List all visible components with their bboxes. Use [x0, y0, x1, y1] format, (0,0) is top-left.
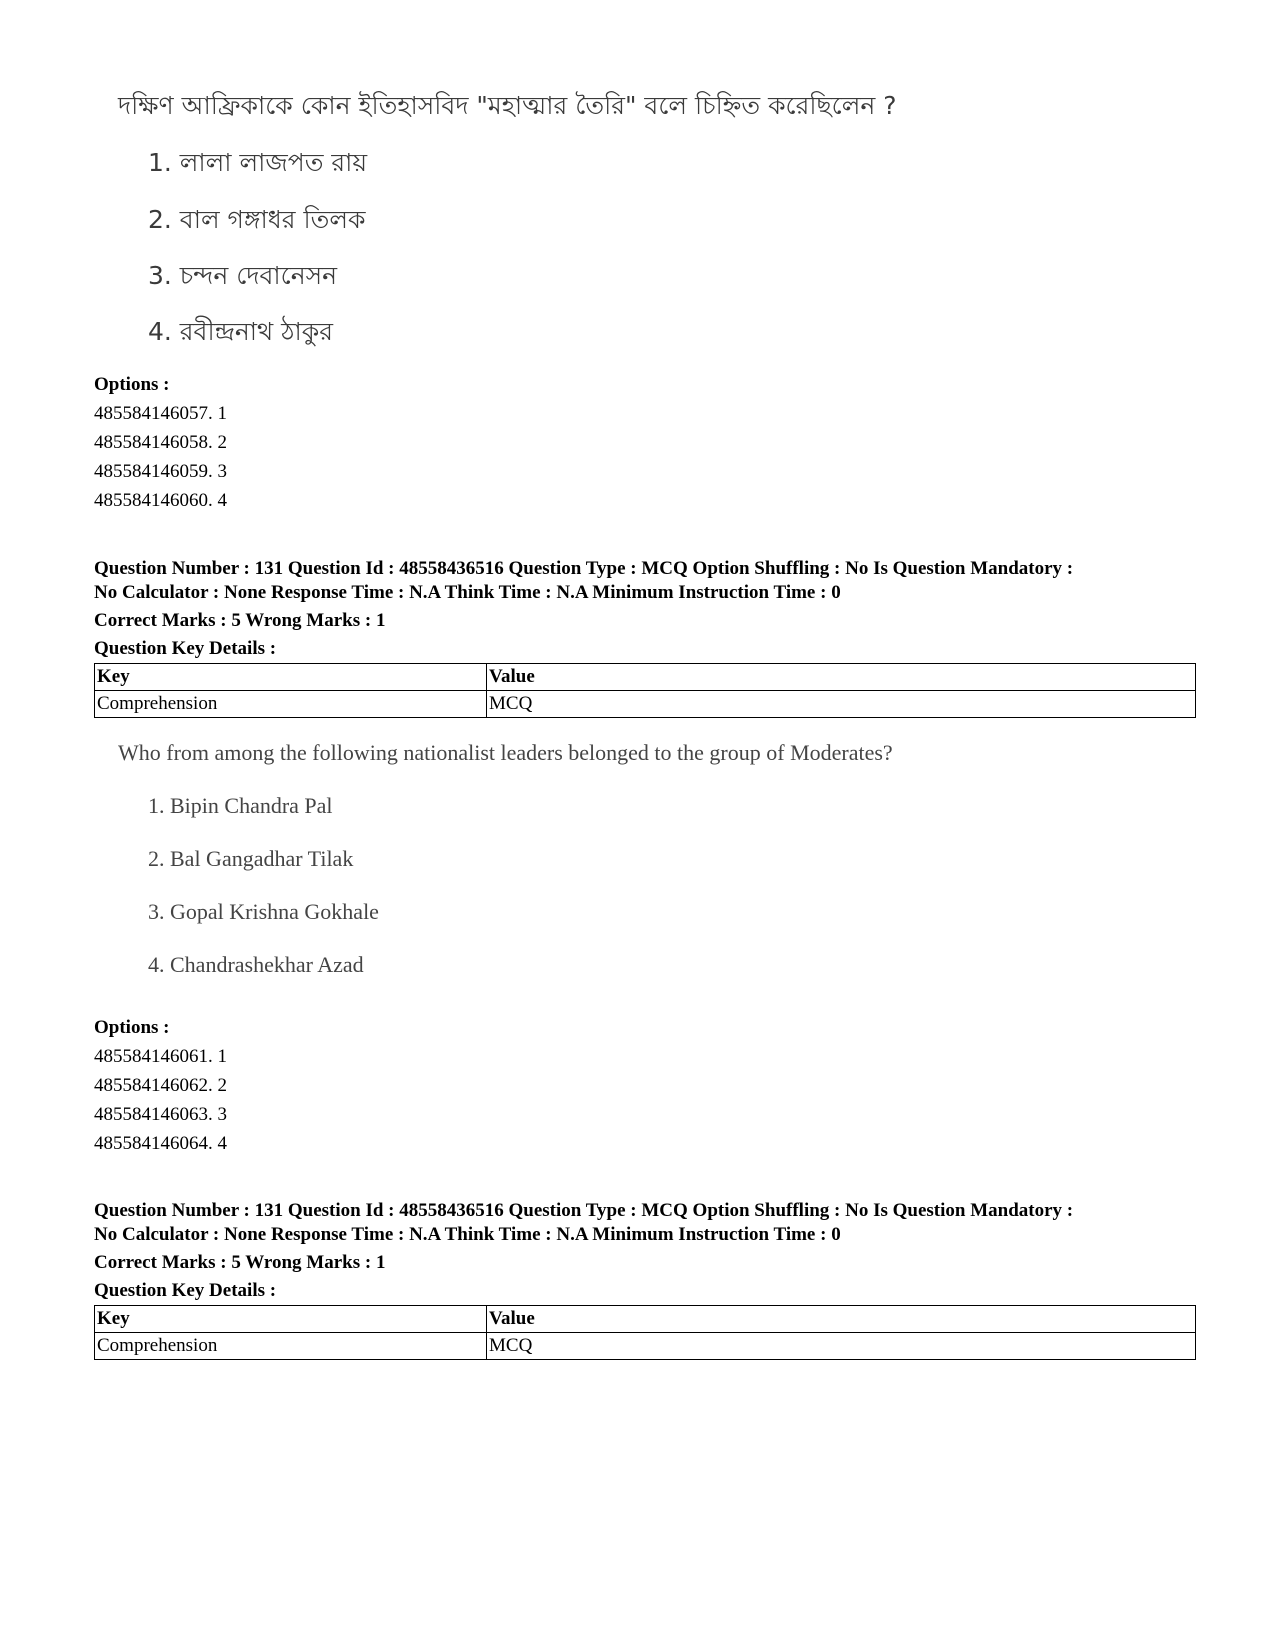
choice-4: 4. Chandrashekhar Azad [148, 952, 364, 977]
choice-2: 2. বাল গঙ্গাধর তিলক [148, 205, 366, 234]
option-2: 485584146062. 2 [94, 1075, 227, 1096]
meta-line-1: Question Number : 131 Question Id : 48558436516 Question Type : MCQ Option Shuffling : No Is Question Mandatory : [94, 1200, 1074, 1221]
option-4: 485584146064. 4 [94, 1133, 227, 1154]
key-details-label: Question Key Details : [94, 638, 277, 659]
marks-line: Correct Marks : 5 Wrong Marks : 1 [94, 610, 386, 631]
option-2: 485584146058. 2 [94, 432, 227, 453]
table-row [95, 691, 1196, 718]
table-header-row [95, 664, 1196, 691]
key-details-label: Question Key Details : [94, 1280, 277, 1301]
cell-key: Comprehension [95, 691, 487, 718]
options-block-1 [94, 370, 1194, 515]
choice-1: 1. Bipin Chandra Pal [148, 793, 333, 818]
choice-4: 4. রবীন্দ্রনাথ ঠাকুর [148, 317, 333, 346]
key-details-table [94, 1305, 1196, 1360]
option-4: 485584146060. 4 [94, 490, 227, 511]
meta-line-1: Question Number : 131 Question Id : 48558436516 Question Type : MCQ Option Shuffling : No Is Question Mandatory : [94, 558, 1074, 579]
option-1: 485584146057. 1 [94, 403, 227, 424]
question-image-english [0, 740, 1275, 1010]
options-label: Options : [94, 374, 170, 395]
options-label: Options : [94, 1017, 170, 1038]
option-3: 485584146063. 3 [94, 1104, 227, 1125]
header-value: Value [487, 664, 1196, 691]
question-text: Who from among the following nationalist leaders belonged to the group of Moderates? [118, 740, 893, 765]
marks-line: Correct Marks : 5 Wrong Marks : 1 [94, 1252, 386, 1273]
option-1: 485584146061. 1 [94, 1046, 227, 1067]
choice-1: 1. লালা লাজপত রায় [148, 148, 368, 177]
cell-value: MCQ [487, 1333, 1196, 1360]
question-meta-2 [94, 1199, 1194, 1360]
choice-3: 3. Gopal Krishna Gokhale [148, 899, 379, 924]
question-meta-1 [94, 557, 1194, 718]
meta-line-2: No Calculator : None Response Time : N.A Think Time : N.A Minimum Instruction Time : 0 [94, 1224, 841, 1245]
meta-line-2: No Calculator : None Response Time : N.A Think Time : N.A Minimum Instruction Time : 0 [94, 582, 841, 603]
option-3: 485584146059. 3 [94, 461, 227, 482]
table-header-row [95, 1306, 1196, 1333]
options-block-2 [94, 1013, 1194, 1158]
key-details-table [94, 663, 1196, 718]
header-key: Key [95, 664, 487, 691]
choice-3: 3. চন্দন দেবানেসন [148, 261, 338, 290]
choice-2: 2. Bal Gangadhar Tilak [148, 846, 354, 871]
cell-value: MCQ [487, 691, 1196, 718]
table-row [95, 1333, 1196, 1360]
header-value: Value [487, 1306, 1196, 1333]
header-key: Key [95, 1306, 487, 1333]
question-text: দক্ষিণ আফ্রিকাকে কোন ইতিহাসবিদ "মহাত্মার তৈরি" বলে চিহ্নিত করেছিলেন ? [118, 91, 897, 120]
question-image-bengali [0, 0, 1275, 360]
cell-key: Comprehension [95, 1333, 487, 1360]
